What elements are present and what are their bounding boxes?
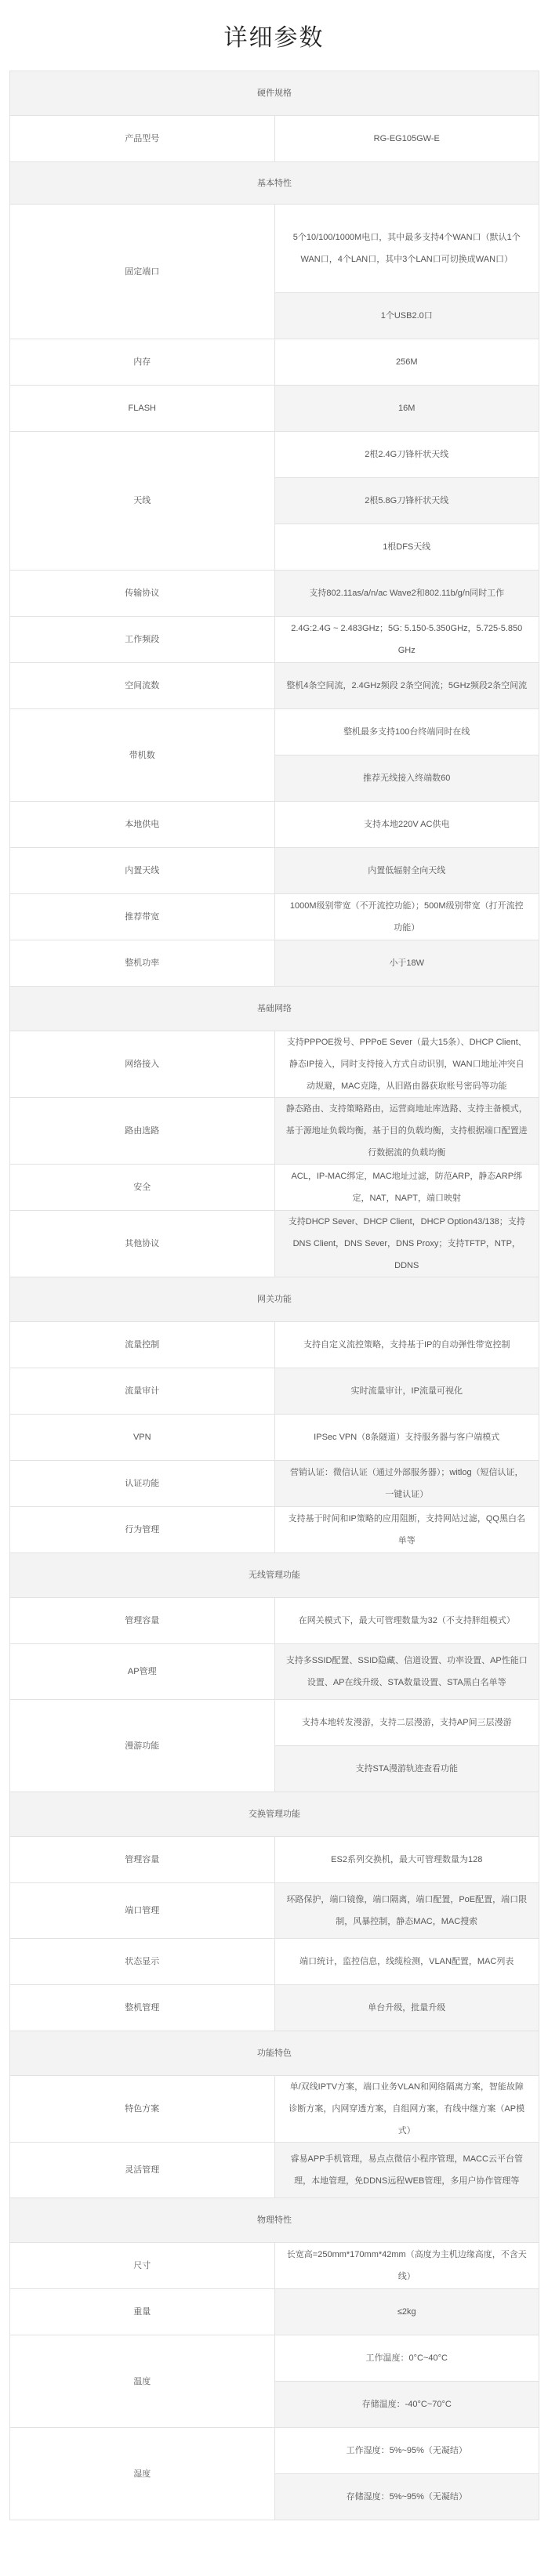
spec-label: 整机功率	[10, 940, 275, 987]
spec-label: 端口管理	[10, 1883, 275, 1939]
spec-label: 其他协议	[10, 1211, 275, 1277]
spec-row	[10, 1031, 539, 1098]
spec-value: 工作湿度：5%~95%（无凝结）	[274, 2428, 539, 2474]
spec-label: 天线	[10, 432, 275, 571]
spec-label: 空间流数	[10, 663, 275, 709]
spec-value: 支持本地转发漫游，支持二层漫游，支持AP间三层漫游	[274, 1700, 539, 1746]
spec-row	[10, 571, 539, 617]
spec-value: 存储温度：-40°C~70°C	[274, 2382, 539, 2428]
spec-value: 1根DFS天线	[274, 524, 539, 571]
spec-value: 静态路由、支持策略路由，运营商地址库选路、支持主备模式，基于源地址负载均衡，基于目的负载均衡，支持根据端口配置进行数据流的负载均衡	[274, 1098, 539, 1165]
spec-value: 支持PPPOE拨号、PPPoE Sever（最大15条）、DHCP Client、静态IP接入，同时支持接入方式自动识别，WAN口地址冲突自动规避，MAC克隆，从旧路由器获取账号密码等功能	[274, 1031, 539, 1098]
spec-row	[10, 709, 539, 755]
spec-row	[10, 386, 539, 432]
spec-row	[10, 1507, 539, 1553]
spec-label: 漫游功能	[10, 1700, 275, 1792]
spec-value: 营销认证：微信认证（通过外部服务器）；witlog（短信认证，一键认证）	[274, 1461, 539, 1507]
spec-value: 支持本地220V AC供电	[274, 802, 539, 848]
spec-label: 温度	[10, 2335, 275, 2428]
spec-value: 整机4条空间流，2.4GHz频段 2条空间流；5GHz频段2条空间流	[274, 663, 539, 709]
section-heading: 基础网络	[10, 987, 539, 1031]
spec-row	[10, 1700, 539, 1746]
spec-label: 认证功能	[10, 1461, 275, 1507]
spec-label: 重量	[10, 2289, 275, 2335]
spec-label: 本地供电	[10, 802, 275, 848]
spec-row	[10, 1368, 539, 1415]
page-title: 详细参数	[223, 25, 325, 51]
spec-value: 1000M级别带宽（不开流控功能）；500M级别带宽（打开流控功能）	[274, 894, 539, 940]
spec-row	[10, 2076, 539, 2143]
spec-row	[10, 617, 539, 663]
spec-row	[10, 2143, 539, 2198]
spec-label: 尺寸	[10, 2243, 275, 2289]
spec-row	[10, 116, 539, 162]
section-row	[10, 162, 539, 205]
spec-value: 256M	[274, 339, 539, 386]
spec-row	[10, 663, 539, 709]
spec-label: 传输协议	[10, 571, 275, 617]
spec-label: 推荐带宽	[10, 894, 275, 940]
spec-row	[10, 339, 539, 386]
spec-row	[10, 2335, 539, 2382]
spec-label: 管理容量	[10, 1598, 275, 1644]
spec-label: 产品型号	[10, 116, 275, 162]
spec-value: 支持DHCP Sever、DHCP Client，DHCP Option43/138；支持DNS Client，DNS Sever，DNS Proxy；支持TFTP，NTP，DDNS	[274, 1211, 539, 1277]
spec-value: ACL，IP-MAC绑定，MAC地址过滤，防范ARP，静态ARP绑定，NAT，NAPT，端口映射	[274, 1165, 539, 1211]
spec-value: 实时流量审计，IP流量可视化	[274, 1368, 539, 1415]
spec-row	[10, 1211, 539, 1277]
spec-value: IPSec VPN（8条隧道）支持服务器与客户端模式	[274, 1415, 539, 1461]
section-row	[10, 1553, 539, 1598]
spec-value: ≤2kg	[274, 2289, 539, 2335]
section-row	[10, 1277, 539, 1322]
spec-row	[10, 1098, 539, 1165]
spec-row	[10, 1883, 539, 1939]
section-heading: 物理特性	[10, 2198, 539, 2243]
spec-value: 支持STA漫游轨迹查看功能	[274, 1746, 539, 1792]
spec-table	[9, 71, 539, 2520]
spec-row	[10, 2243, 539, 2289]
spec-value: 整机最多支持100台终端同时在线	[274, 709, 539, 755]
spec-row	[10, 1461, 539, 1507]
spec-value: 5个10/100/1000M电口，其中最多支持4个WAN口（默认1个WAN口，4个LAN口，其中3个LAN口可切换成WAN口）	[274, 205, 539, 293]
spec-label: 流量审计	[10, 1368, 275, 1415]
spec-label: 灵活管理	[10, 2143, 275, 2198]
spec-row	[10, 1415, 539, 1461]
spec-label: 安全	[10, 1165, 275, 1211]
spec-value: 支持自定义流控策略，支持基于IP的自动弹性带宽控制	[274, 1322, 539, 1368]
spec-value: 16M	[274, 386, 539, 432]
spec-label: 特色方案	[10, 2076, 275, 2143]
spec-row	[10, 1644, 539, 1700]
spec-row	[10, 1985, 539, 2031]
spec-value: 支持基于时间和IP策略的应用阻断，支持网站过滤，QQ黑白名单等	[274, 1507, 539, 1553]
spec-row	[10, 1165, 539, 1211]
spec-label: 管理容量	[10, 1837, 275, 1883]
section-row	[10, 1792, 539, 1837]
section-row	[10, 2031, 539, 2076]
section-heading: 硬件规格	[10, 71, 539, 116]
spec-value: 在网关模式下，最大可管理数量为32（不支持胖组模式）	[274, 1598, 539, 1644]
spec-value: 支持802.11as/a/n/ac Wave2和802.11b/g/n同时工作	[274, 571, 539, 617]
spec-row	[10, 2289, 539, 2335]
spec-row	[10, 802, 539, 848]
spec-value: 2根5.8G刀锋杆状天线	[274, 478, 539, 524]
spec-row	[10, 848, 539, 894]
section-heading: 功能特色	[10, 2031, 539, 2076]
spec-label: 状态显示	[10, 1939, 275, 1985]
spec-label: FLASH	[10, 386, 275, 432]
spec-label: 湿度	[10, 2428, 275, 2520]
spec-label: AP管理	[10, 1644, 275, 1700]
spec-row	[10, 1837, 539, 1883]
spec-label: 内置天线	[10, 848, 275, 894]
spec-row	[10, 1322, 539, 1368]
spec-value: 存储湿度：5%~95%（无凝结）	[274, 2474, 539, 2520]
spec-label: VPN	[10, 1415, 275, 1461]
spec-value: 支持多SSID配置、SSID隐藏、信道设置、功率设置、AP性能口设置、AP在线升级、STA数量设置、STA黑白名单等	[274, 1644, 539, 1700]
section-row	[10, 987, 539, 1031]
spec-label: 内存	[10, 339, 275, 386]
spec-label: 行为管理	[10, 1507, 275, 1553]
spec-row	[10, 1598, 539, 1644]
spec-row	[10, 894, 539, 940]
spec-label: 路由选路	[10, 1098, 275, 1165]
spec-value: RG-EG105GW-E	[274, 116, 539, 162]
spec-label: 固定端口	[10, 205, 275, 339]
section-heading: 基本特性	[10, 162, 539, 205]
spec-label: 工作频段	[10, 617, 275, 663]
section-heading: 网关功能	[10, 1277, 539, 1322]
spec-value: 端口统计，监控信息，线缆检测，VLAN配置，MAC列表	[274, 1939, 539, 1985]
spec-label: 网络接入	[10, 1031, 275, 1098]
spec-row	[10, 205, 539, 293]
section-heading: 无线管理功能	[10, 1553, 539, 1598]
spec-value: 单台升级，批量升级	[274, 1985, 539, 2031]
spec-row	[10, 940, 539, 987]
spec-label: 带机数	[10, 709, 275, 802]
section-heading: 交换管理功能	[10, 1792, 539, 1837]
spec-value: 单/双线IPTV方案，端口业务VLAN和网络隔离方案，智能故障诊断方案，内网穿透方案，自组网方案，有线中继方案（AP模式）	[274, 2076, 539, 2143]
spec-value: 睿易APP手机管理，易点点微信小程序管理，MACC云平台管理，本地管理，免DDNS远程WEB管理，多用户协作管理等	[274, 2143, 539, 2198]
spec-row	[10, 2428, 539, 2474]
spec-value: 内置低辐射全向天线	[274, 848, 539, 894]
spec-label: 流量控制	[10, 1322, 275, 1368]
spec-row	[10, 432, 539, 478]
spec-value: 工作温度：0°C~40°C	[274, 2335, 539, 2382]
spec-value: 推荐无线接入终端数60	[274, 755, 539, 802]
spec-value: 长宽高=250mm*170mm*42mm（高度为主机边缘高度，不含天线）	[274, 2243, 539, 2289]
section-row	[10, 2198, 539, 2243]
section-row	[10, 71, 539, 116]
spec-value: 2根2.4G刀锋杆状天线	[274, 432, 539, 478]
spec-label: 整机管理	[10, 1985, 275, 2031]
spec-value: 环路保护，端口镜像，端口隔离，端口配置，PoE配置，端口限制，风暴控制，静态MAC，MAC搜索	[274, 1883, 539, 1939]
spec-value: 1个USB2.0口	[274, 293, 539, 339]
spec-row	[10, 1939, 539, 1985]
spec-value: 小于18W	[274, 940, 539, 987]
spec-value: 2.4G:2.4G ~ 2.483GHz；5G: 5.150-5.350GHz，5.725-5.850 GHz	[274, 617, 539, 663]
spec-value: ES2系列交换机，最大可管理数量为128	[274, 1837, 539, 1883]
